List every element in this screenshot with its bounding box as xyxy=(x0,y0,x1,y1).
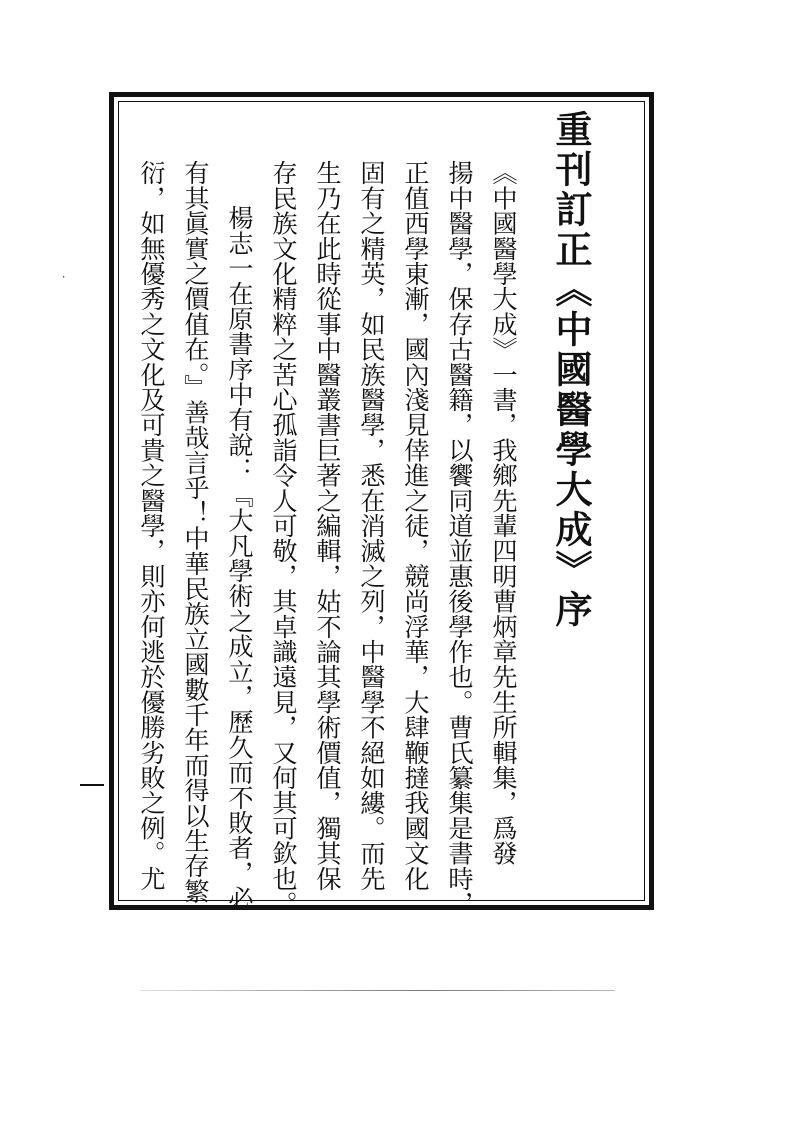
text-column-5: 生乃在此時從事中醫叢書巨著之編輯，姑不論其學術價值，獨其保 xyxy=(313,160,342,891)
scan-speck: ⸳ xyxy=(62,268,66,282)
text-column-1: 《中國醫學大成》一書，我鄉先輩四明曹炳章先生所輯集，爲發 xyxy=(489,160,518,866)
page-number-mark xyxy=(80,784,104,786)
text-column-8: 有其眞實之價值在。』善哉言乎！中華民族立國數千年而得以生存繁 xyxy=(181,160,210,904)
text-column-6: 存民族文化精粹之苦心孤詣令人可敬，其卓識遠見，又何其可欽也。 xyxy=(269,160,298,916)
scan-line xyxy=(140,990,615,991)
text-column-3: 正值西學東漸，國內淺見倖進之徒，競尚浮華，大肆鞭撻我國文化 xyxy=(401,160,430,891)
text-column-9: 衍，如無優秀之文化及可貴之醫學，則亦何逃於優勝劣敗之例。尤 xyxy=(137,160,166,891)
text-column-4: 固有之精英，如民族醫學，悉在消滅之列，中醫學不絕如縷。而先 xyxy=(357,160,386,891)
preface-title: 重刊訂正《中國醫學大成》序 xyxy=(549,110,593,630)
text-column-2: 揚中醫學，保存古醫籍，以饗同道並惠後學作也。曹氏纂集是書時， xyxy=(445,160,474,916)
text-column-7: 楊志一在原書序中有說：『大凡學術之成立，歷久而不敗者，必 xyxy=(225,205,254,911)
